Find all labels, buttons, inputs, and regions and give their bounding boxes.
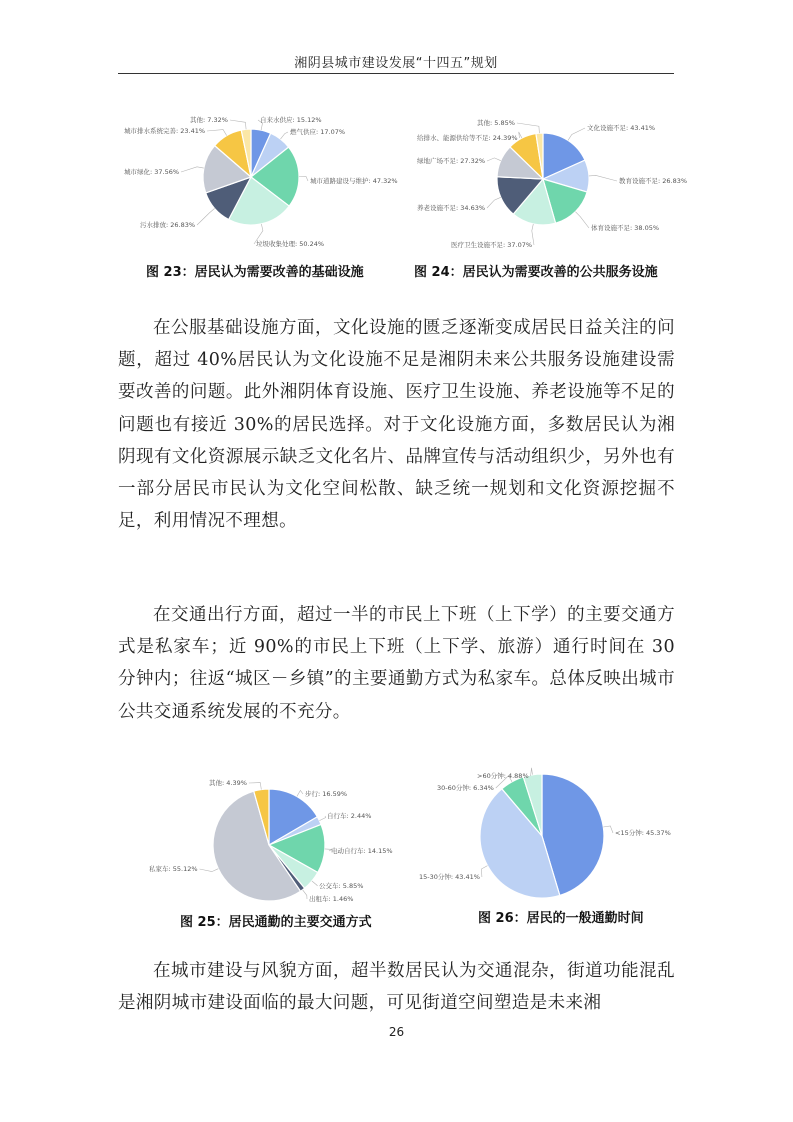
slice-label: 公交车: 5.85% bbox=[319, 882, 364, 890]
paragraph-urban-appearance: 在城市建设与风貌方面，超半数居民认为交通混杂，街道功能混乱是湘阴城市建设面临的最大问题，可见街道空间塑造是未来湘 bbox=[118, 961, 675, 1014]
slice-label: 其他: 4.39% bbox=[209, 779, 247, 787]
leader-line bbox=[230, 120, 246, 129]
leader-line bbox=[281, 132, 289, 139]
leader-line bbox=[487, 158, 501, 161]
page-number: 26 bbox=[388, 1025, 405, 1039]
leader-line bbox=[575, 212, 589, 228]
slice-label: 绿地广场不足: 27.32% bbox=[417, 157, 486, 165]
figure-24-caption: 图 24：居民认为需要改善的公共服务设施 bbox=[414, 265, 658, 280]
leader-line bbox=[197, 208, 215, 225]
slice-label: 垃圾收集处理: 50.24% bbox=[256, 240, 325, 248]
leader-line bbox=[207, 130, 227, 136]
leader-line bbox=[319, 816, 325, 821]
leader-line bbox=[481, 866, 487, 877]
figure-25-pie-chart bbox=[145, 774, 405, 908]
slice-label: 教育设施不足: 26.83% bbox=[619, 177, 688, 185]
slice-label: 体育设施不足: 38.05% bbox=[591, 224, 660, 232]
slice-label: 步行: 16.59% bbox=[305, 790, 348, 798]
figure-23-pie-chart bbox=[118, 103, 408, 255]
slice-label: 污水排放: 26.83% bbox=[140, 221, 196, 229]
leader-line bbox=[519, 132, 522, 138]
slice-label: 其他: 7.32% bbox=[190, 116, 228, 124]
slice-label: 文化设施不足: 43.41% bbox=[587, 124, 656, 132]
slice-label: 城市排水系统完善: 23.41% bbox=[124, 127, 206, 135]
paragraph-public-facilities: 在公服基础设施方面，文化设施的匮乏逐渐变成居民日益关注的问题，超过 40%居民认为文化设施不足是湘阴未来公共服务设施建设需要改善的问题。此外湘阴体育设施、医疗卫生设施、养老设施等不足的问题也有接近 30%的居民选择。对于文化设施方面，多数居民认为湘阴现有文化资源展示缺乏文化名片、品牌宣传与活动组织少，另外也有一部分居民市民认为文化空间松散、缺乏统一规划和文化资源挖掘不足，利用情况不理想。 bbox=[118, 318, 675, 532]
figure-23-caption: 图 23：居民认为需要改善的基础设施 bbox=[146, 265, 364, 280]
leader-line bbox=[303, 890, 307, 899]
figure-24-pie-chart bbox=[413, 103, 703, 255]
slice-label: 其他: 5.85% bbox=[477, 119, 515, 127]
slice-label: 15-30分钟: 43.41% bbox=[419, 873, 480, 881]
slice-label: 自行车: 2.44% bbox=[327, 812, 372, 820]
slice-label: 给排水、能源供给等不足: 24.39% bbox=[417, 134, 518, 142]
leader-line bbox=[568, 128, 585, 140]
slice-label: 私家车: 55.12% bbox=[149, 865, 198, 873]
leader-line bbox=[249, 783, 261, 790]
leader-line bbox=[487, 197, 501, 208]
slice-label: 城市道路建设与维护: 47.32% bbox=[310, 177, 398, 185]
leader-line bbox=[603, 826, 613, 833]
slice-label: 30-60分钟: 6.34% bbox=[437, 784, 494, 792]
figure-26-pie-chart bbox=[415, 768, 695, 902]
slice-label: 城市绿化: 37.56% bbox=[124, 168, 180, 176]
leader-line bbox=[200, 869, 219, 872]
leader-line bbox=[517, 123, 540, 133]
slice-label: 养老设施不足: 34.63% bbox=[417, 204, 486, 212]
slice-label: 电动自行车: 14.15% bbox=[331, 847, 393, 855]
paragraph-transport: 在交通出行方面，超过一半的市民上下班（上下学）的主要交通方式是私家车；近 90%的市民上下班（上下学、旅游）通行时间在 30 分钟内；往返“城区－乡镇”的主要通勤方式为私家车。总体反映出城市公共交通系统发展的不充分。 bbox=[118, 605, 675, 722]
slice-label: >60分钟: 4.88% bbox=[477, 772, 529, 780]
slice-label: <15分钟: 45.37% bbox=[615, 829, 671, 837]
slice-label: 自来水供应: 15.12% bbox=[260, 116, 322, 124]
figure-25-caption: 图 25：居民通勤的主要交通方式 bbox=[180, 915, 372, 930]
header-rule bbox=[118, 73, 674, 74]
leader-line bbox=[297, 790, 303, 796]
slice-label: 燃气供应: 17.07% bbox=[290, 128, 346, 136]
leader-line bbox=[181, 167, 204, 172]
leader-line bbox=[312, 881, 317, 886]
leader-line bbox=[589, 175, 617, 181]
leader-line bbox=[532, 224, 534, 245]
slice-label: 医疗卫生设施不足: 37.07% bbox=[451, 241, 533, 249]
figure-26-caption: 图 26：居民的一般通勤时间 bbox=[478, 911, 644, 926]
leader-line bbox=[299, 176, 308, 181]
running-header: 湘阴县城市建设发展“十四五”规划 bbox=[294, 56, 498, 71]
slice-label: 出租车: 1.46% bbox=[309, 895, 354, 903]
